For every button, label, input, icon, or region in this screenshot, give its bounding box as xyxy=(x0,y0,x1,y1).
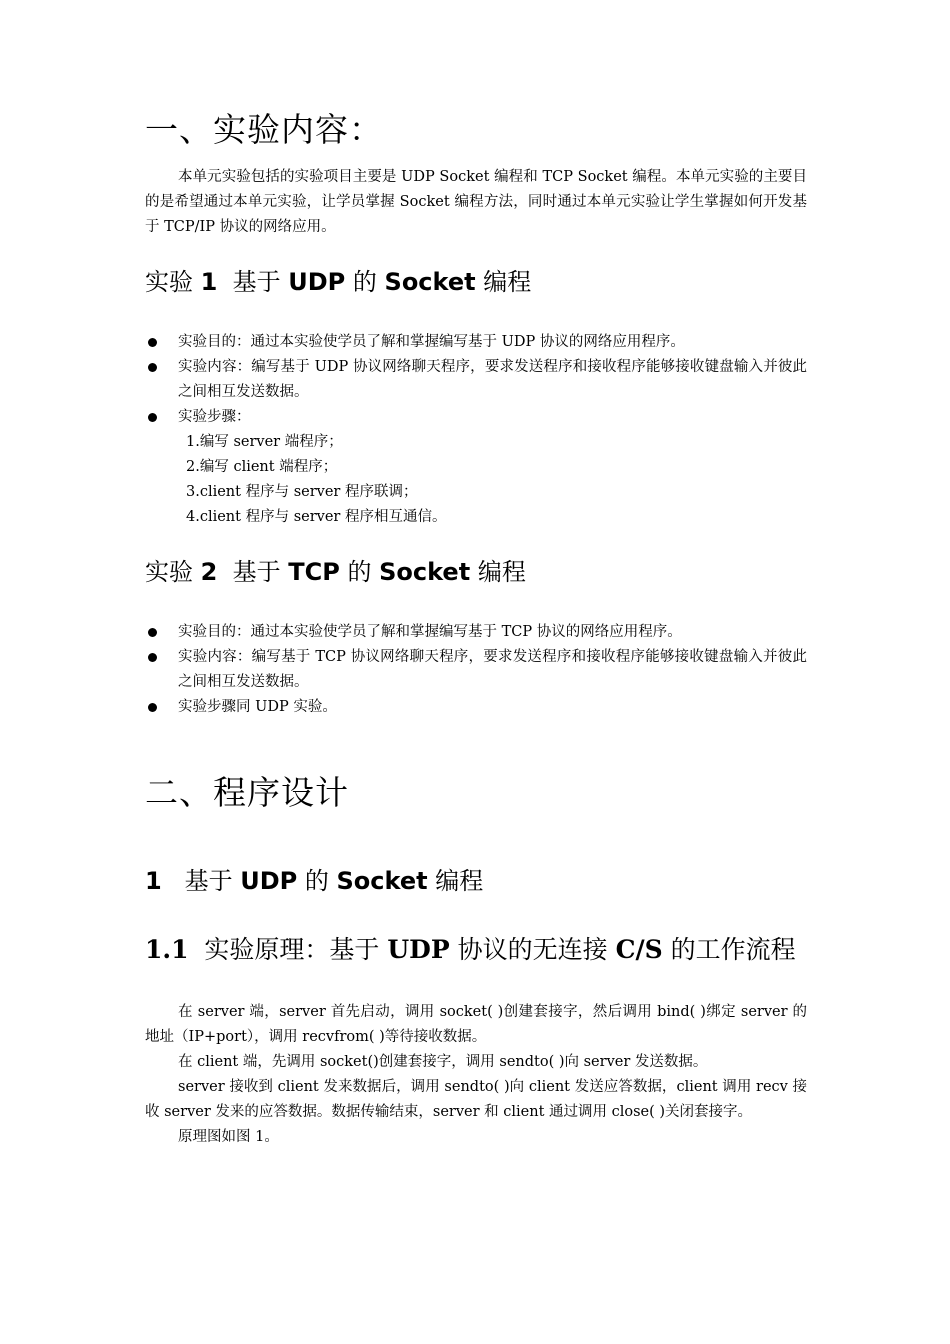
bullet-dot-icon xyxy=(148,363,157,372)
exp2-title: 实验 2 基于 TCP 的 Socket 编程 xyxy=(145,558,526,586)
exp2-bullet-content: 实验内容：编写基于 TCP 协议网络聊天程序，要求发送程序和接收程序能够接收键盘输入并彼此之间相互发送数据。 xyxy=(145,645,807,695)
exp1-step-4: 4.client 程序与 server 程序相互通信。 xyxy=(186,509,447,525)
exp1-bullet-content: 实验内容：编写基于 UDP 协议网络聊天程序，要求发送程序和接收程序能够接收键盘输入并彼此之间相互发送数据。 xyxy=(145,355,807,405)
principle-para-2: 在 client 端，先调用 socket()创建套接字，调用 sendto( )向 server 发送数据。 xyxy=(178,1054,708,1070)
bullet-dot-icon xyxy=(148,628,157,637)
exp2-bullet-purpose: 实验目的：通过本实验使学员了解和掌握编写基于 TCP 协议的网络应用程序。 xyxy=(145,620,807,645)
exp1-bullet-steps: 实验步骤： xyxy=(145,405,807,430)
principle-para-4: 原理图如图 1。 xyxy=(178,1129,279,1145)
exp1-step-2: 2.编写 client 端程序； xyxy=(186,459,338,475)
bullet-dot-icon xyxy=(148,703,157,712)
exp1-step-3: 3.client 程序与 server 程序联调； xyxy=(186,484,418,500)
section1-intro: 本单元实验包括的实验项目主要是 UDP Socket 编程和 TCP Socket 编程。本单元实验的主要目的是希望通过本单元实验，让学员掌握 Socket 编程方法，同时通过本单元实验让学生掌握如何开发基于 TCP/IP 协议的网络应用。 xyxy=(145,169,807,235)
exp1-step-1: 1.编写 server 端程序； xyxy=(186,434,343,450)
section2-title: 二、程序设计 xyxy=(145,773,349,812)
principle-para-3: server 接收到 client 发来数据后，调用 sendto( )向 client 发送应答数据，client 调用 recv 接收 server 发来的应答数据。数据传输结束，server 和 client 通过调用 close( )关闭套接字。 xyxy=(145,1079,807,1120)
exp2-bullet-steps: 实验步骤同 UDP 实验。 xyxy=(145,695,807,720)
bullet-dot-icon xyxy=(148,653,157,662)
section1-title: 一、实验内容： xyxy=(145,110,383,149)
exp1-bullet-purpose: 实验目的：通过本实验使学员了解和掌握编写基于 UDP 协议的网络应用程序。 xyxy=(145,330,807,355)
principle-para-1: 在 server 端，server 首先启动，调用 socket( )创建套接字，然后调用 bind( )绑定 server 的地址（IP+port），调用 recvfrom( )等待接收数据。 xyxy=(145,1004,807,1045)
bullet-dot-icon xyxy=(148,338,157,347)
section2-sub11-title: 1.1 实验原理：基于 UDP 协议的无连接 C/S 的工作流程 xyxy=(145,935,796,964)
section2-sub1-title: 1 基于 UDP 的 Socket 编程 xyxy=(145,867,484,895)
bullet-dot-icon xyxy=(148,413,157,422)
exp1-title: 实验 1 基于 UDP 的 Socket 编程 xyxy=(145,268,532,296)
